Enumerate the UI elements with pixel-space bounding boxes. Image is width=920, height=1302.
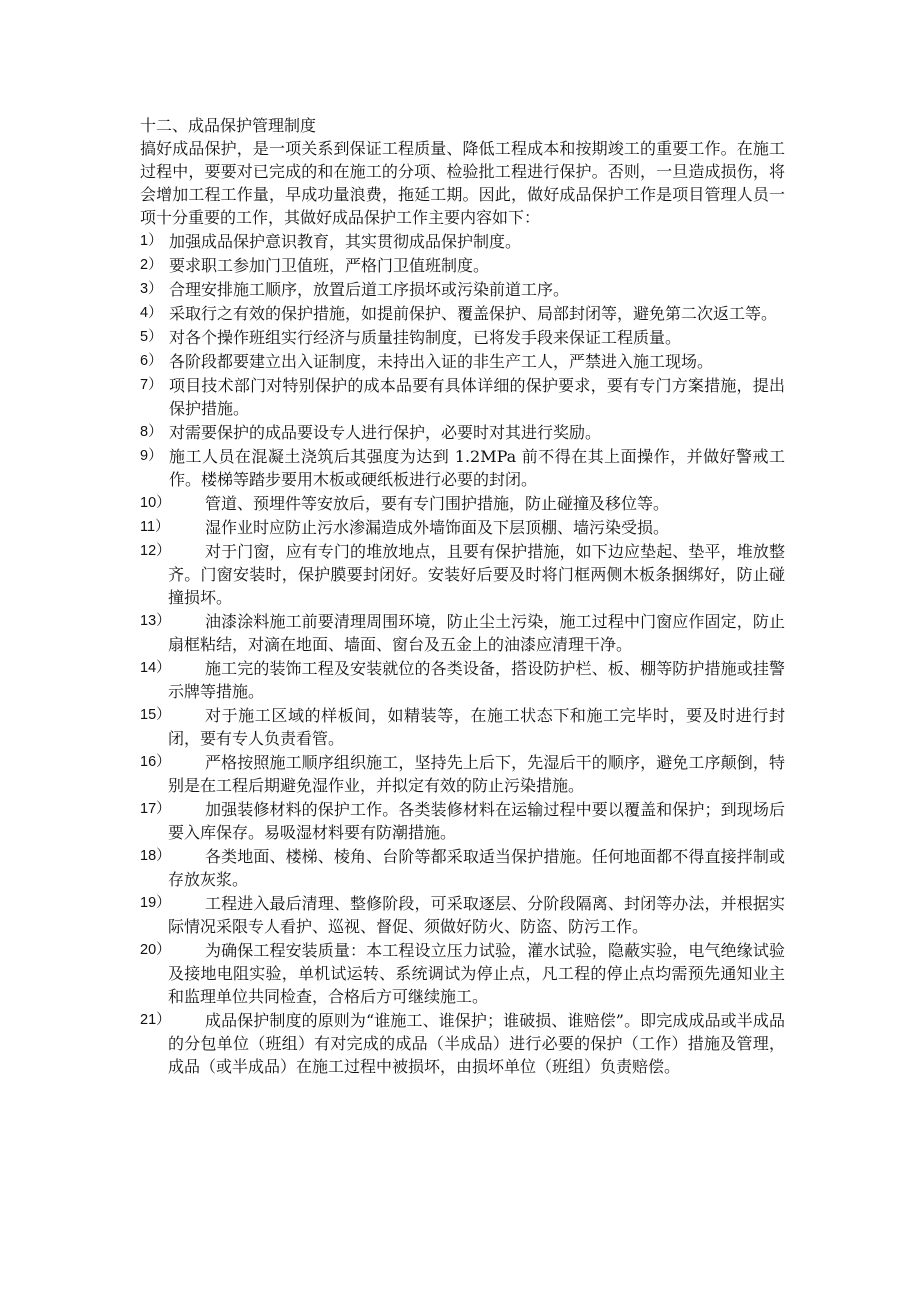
list-item <box>140 302 785 325</box>
list-item-number: 17） <box>140 801 171 817</box>
list-item-number: 7） <box>140 377 163 393</box>
list-item <box>140 610 785 656</box>
list-item-number: 3） <box>140 281 163 297</box>
list-item-number: 10） <box>140 495 171 511</box>
list-item <box>140 751 785 797</box>
list-item <box>140 326 785 349</box>
list-item <box>140 516 785 539</box>
list-item-text: 施工完的装饰工程及安装就位的各类设备，搭设防护栏、板、棚等防护措施或挂警示牌等措施。 <box>168 659 785 701</box>
list-item-text: 油漆涂料施工前要清理周围环境，防止尘土污染，施工过程中门窗应作固定，防止扇框粘结，对滴在地面、墙面、窗台及五金上的油漆应清理干净。 <box>168 612 785 654</box>
list-item <box>140 350 785 373</box>
list-item-number: 5） <box>140 329 163 345</box>
list-item-number: 6） <box>140 353 163 369</box>
list-item-text: 对各个操作班组实行经济与质量挂钩制度，已将发手段来保证工程质量。 <box>169 328 682 347</box>
list-item-text: 采取行之有效的保护措施，如提前保护、覆盖保护、局部封闭等，避免第二次返工等。 <box>169 304 778 323</box>
list-item <box>140 492 785 515</box>
list-item <box>140 278 785 301</box>
section-title: 十二、成品保护管理制度 <box>140 116 317 135</box>
list-item-text: 对于施工区域的样板间，如精装等，在施工状态下和施工完毕时，要及时进行封闭，要有专人负责看管。 <box>168 706 785 748</box>
list-item-number: 13） <box>140 613 171 629</box>
list-item-number: 9） <box>140 448 163 464</box>
list-item-number: 18） <box>140 848 171 864</box>
list-item-number: 1） <box>140 233 163 249</box>
list-item <box>140 1009 785 1078</box>
document-page <box>140 114 785 1078</box>
list-item <box>140 254 785 277</box>
list-item-text: 管道、预埋件等安放后，要有专门围护措施，防止碰撞及移位等。 <box>205 494 670 513</box>
list-item-text: 严格按照施工顺序组织施工，坚持先上后下，先湿后干的顺序，避免工序颠倒，特别是在工程后期避免湿作业，并拟定有效的防止污染措施。 <box>168 753 785 795</box>
list-item <box>140 421 785 444</box>
list-item-text: 对于门窗，应有专门的堆放地点，且要有保护措施，如下边应垫起、垫平，堆放整齐。门窗安装时，保护膜要封闭好。安装好后要及时将门框两侧木板条捆绑好，防止碰撞损坏。 <box>168 542 785 607</box>
list-item-number: 8） <box>140 424 163 440</box>
list-item <box>140 374 785 420</box>
list-item-text: 成品保护制度的原则为“谁施工、谁保护；谁破损、谁赔偿”。即完成成品或半成品的分包单位（班组）有对完成的成品（半成品）进行必要的保护（工作）措施及管理，成品（或半成品）在施工过程中被损坏，由损坏单位（班组）负责赔偿。 <box>168 1011 785 1076</box>
list-item-text: 要求职工参加门卫值班，严格门卫值班制度。 <box>169 256 490 275</box>
list-item-number: 16） <box>140 754 171 770</box>
list-item-number: 20） <box>140 942 171 958</box>
list-item-text: 各阶段都要建立出入证制度，未持出入证的非生产工人，严禁进入施工现场。 <box>169 352 714 371</box>
list-item-text: 为确保工程安装质量：本工程设立压力试验，灌水试验，隐蔽实验，电气绝缘试验及接地电阻实验，单机试运转、系统调试为停止点，凡工程的停止点均需预先通知业主和监理单位共同检查，合格后方可继续施工。 <box>168 941 785 1006</box>
list-item-number: 15） <box>140 707 171 723</box>
list-item-text: 湿作业时应防止污水渗漏造成外墙饰面及下层顶棚、墙污染受损。 <box>205 518 670 537</box>
list-item-number: 2） <box>140 257 163 273</box>
measure-list <box>140 230 785 1078</box>
list-item-text: 加强装修材料的保护工作。各类装修材料在运输过程中要以覆盖和保护；到现场后要入库保存。易吸湿材料要有防潮措施。 <box>168 800 785 842</box>
list-item <box>140 445 785 491</box>
list-item-text: 对需要保护的成品要设专人进行保护，必要时对其进行奖励。 <box>169 423 602 442</box>
list-item-text: 工程进入最后清理、整修阶段，可采取逐层、分阶段隔离、封闭等办法，并根据实际情况采限专人看护、巡视、督促、须做好防火、防盗、防污工作。 <box>168 894 785 936</box>
list-item-number: 19） <box>140 895 171 911</box>
list-item-text: 合理安排施工顺序，放置后道工序损坏或污染前道工序。 <box>169 280 570 299</box>
list-item <box>140 845 785 891</box>
list-item <box>140 540 785 609</box>
list-item <box>140 657 785 703</box>
list-item-text: 加强成品保护意识教育，其实贯彻成品保护制度。 <box>169 232 522 251</box>
list-item-text: 项目技术部门对特别保护的成本品要有具体详细的保护要求，要有专门方案措施，提出保护措施。 <box>169 376 785 418</box>
list-item-number: 4） <box>140 305 163 321</box>
list-item <box>140 798 785 844</box>
list-item-text: 施工人员在混凝土浇筑后其强度为达到 1.2MPa 前不得在其上面操作，并做好警戒工作。楼梯等踏步要用木板或硬纸板进行必要的封闭。 <box>169 447 785 489</box>
list-item-number: 21） <box>140 1012 171 1028</box>
list-item <box>140 230 785 253</box>
list-item-number: 14） <box>140 660 171 676</box>
list-item-number: 12） <box>140 543 171 559</box>
list-item <box>140 704 785 750</box>
intro-paragraph: 搞好成品保护，是一项关系到保证工程质量、降低工程成本和按期竣工的重要工作。在施工过程中，要要对已完成的和在施工的分项、检验批工程进行保护。否则，一旦造成损伤，将会增加工程工作量，早成功量浪费，拖延工期。因此，做好成品保护工作是项目管理人员一项十分重要的工作，其做好成品保护工作主要内容如下： <box>140 139 785 227</box>
list-item-text: 各类地面、楼梯、棱角、台阶等都采取适当保护措施。任何地面都不得直接拌制或存放灰浆。 <box>168 847 785 889</box>
list-item <box>140 892 785 938</box>
list-item <box>140 939 785 1008</box>
list-item-number: 11） <box>140 519 170 535</box>
